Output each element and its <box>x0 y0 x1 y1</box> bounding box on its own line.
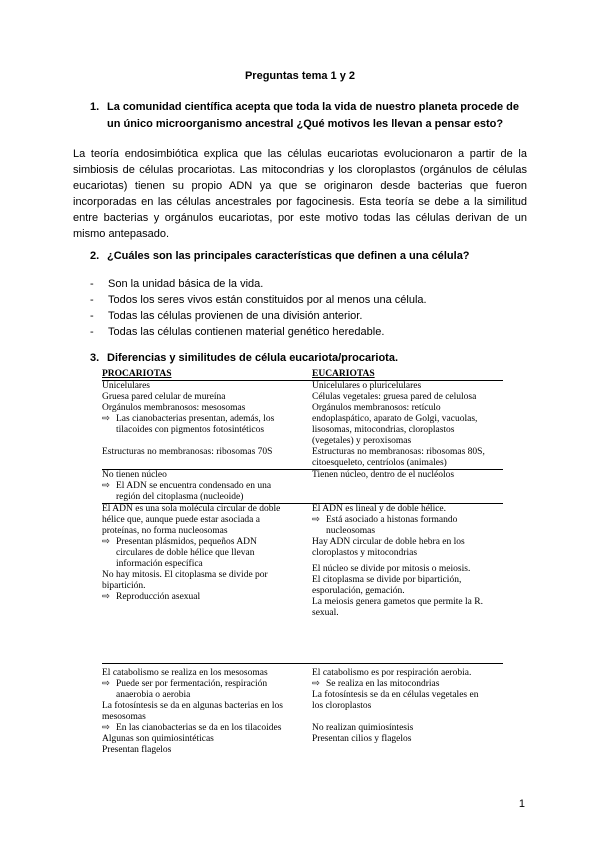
column-header-procariotas: PROCARIOTAS <box>102 369 172 379</box>
question-2-number: 2. <box>90 250 100 262</box>
question-3-text: Diferencias y similitudes de célula eucariota/procariota. <box>107 352 399 364</box>
question-3 <box>90 350 530 367</box>
question-1 <box>90 99 530 133</box>
list-item: - Son la unidad básica de la vida. <box>90 278 264 290</box>
arrow-icon: ⇨ <box>312 515 320 525</box>
table-row <box>102 381 503 470</box>
characteristics-list <box>90 276 530 340</box>
arrow-icon: ⇨ <box>102 537 110 547</box>
arrow-icon: ⇨ <box>102 723 110 733</box>
table-cell: No tienen núcleo ⇨ El ADN se encuentra condensado en una región del citoplasma (nucleoide) <box>102 470 272 502</box>
table-cell: El ADN es lineal y de doble hélice. ⇨ Está asociado a histonas formando nucleosomas Hay ADN circular de doble hebra en los cloroplastos y mitocondrias El núcleo se divide por mitosis o meiosis. El citoplasma se divide por bipartición, esporulación, gemación. La meiosis genera gametos que permite la R. sexual. <box>312 504 483 618</box>
table-row <box>102 470 503 504</box>
table-header <box>102 369 503 381</box>
table-cell: El catabolismo es por respiración aerobia. ⇨ Se realiza en las mitocondrias La fotosíntesis se da en células vegetales en los cloroplastos No realizan quimiosíntesis Presentan cilios y flagelos <box>312 668 479 744</box>
list-item: - Todos los seres vivos están constituidos por al menos una célula. <box>90 294 427 306</box>
question-3-number: 3. <box>90 352 100 364</box>
comparison-table <box>102 369 503 756</box>
table-cell: El catabolismo se realiza en los mesosomas ⇨ Puede ser por fermentación, respiración anaerobia o aerobia La fotosíntesis se da en algunas bacterias en los mesosomas ⇨ En las cianobacterias se da en los tilacoides Algunas son quimiosintéticas Presentan flagelos <box>102 668 283 755</box>
table-row-empty <box>102 618 503 664</box>
list-item: - Todas las células contienen material genético heredable. <box>90 326 385 338</box>
answer-1-paragraph: La teoría endosimbiótica explica que las células eucariotas evolucionaron a partir de la simbiosis de células procariotas. Las mitocondrias y los cloroplastos (orgánulos de células eucariotas) tienen su propio ADN ya que se originaron desde bacterias que fueron incorporadas en las células ancestrales por fagocinesis. Esta teoría se debe a la similitud entre bacterias y orgánulos eucariotas, por este motivo todas las células derivan de un mismo antepasado. <box>73 148 527 240</box>
table-row <box>102 668 503 756</box>
table-row <box>102 504 503 618</box>
arrow-icon: ⇨ <box>102 592 110 602</box>
table-cell: Unicelulares Gruesa pared celular de mureína Orgánulos membranosos: mesosomas ⇨ Las cianobacterias presentan, además, los tilacoides con pigmentos fotosintéticos Estructuras no membranosas: ribosomas 70S <box>102 381 275 457</box>
question-2 <box>90 248 530 265</box>
table-cell: El ADN es una sola molécula circular de doble hélice que, aunque puede estar asociada a proteínas, no forma nucleosomas ⇨ Presentan plásmidos, pequeños ADN circulares de doble hélice que llevan información específica No hay mitosis. El citoplasma se divide por bipartición. ⇨ Reproducción asexual <box>102 504 281 602</box>
table-cell: Tienen núcleo, dentro de el nucléolos <box>312 470 455 480</box>
page-title: Preguntas tema 1 y 2 <box>244 70 356 82</box>
question-1-number: 1. <box>90 101 100 113</box>
list-item: - Todas las células provienen de una división anterior. <box>90 310 363 322</box>
arrow-icon: ⇨ <box>102 679 110 689</box>
arrow-icon: ⇨ <box>102 481 110 491</box>
table-cell: Unicelulares o pluricelulares Células vegetales: gruesa pared de celulosa Orgánulos membranosos: retículo endoplaspático, aparato de Golgi, vacuolas, lisosomas, mitocondrias, cloroplastos (vegetales) y peroxisomas Estructuras no membranosas: ribosomas 80S, citoesqueleto, centríolos (animales) <box>312 381 485 468</box>
question-2-text: ¿Cuáles son las principales características que definen a una célula? <box>107 250 470 262</box>
arrow-icon: ⇨ <box>102 414 110 424</box>
column-header-eucariotas: EUCARIOTAS <box>312 369 375 379</box>
arrow-icon: ⇨ <box>312 679 320 689</box>
page-number: 1 <box>518 798 525 810</box>
question-1-text: La comunidad científica acepta que toda la vida de nuestro planeta procede de un único microorganismo ancestral ¿Qué motivos les llevan a pensar esto? <box>107 101 519 130</box>
